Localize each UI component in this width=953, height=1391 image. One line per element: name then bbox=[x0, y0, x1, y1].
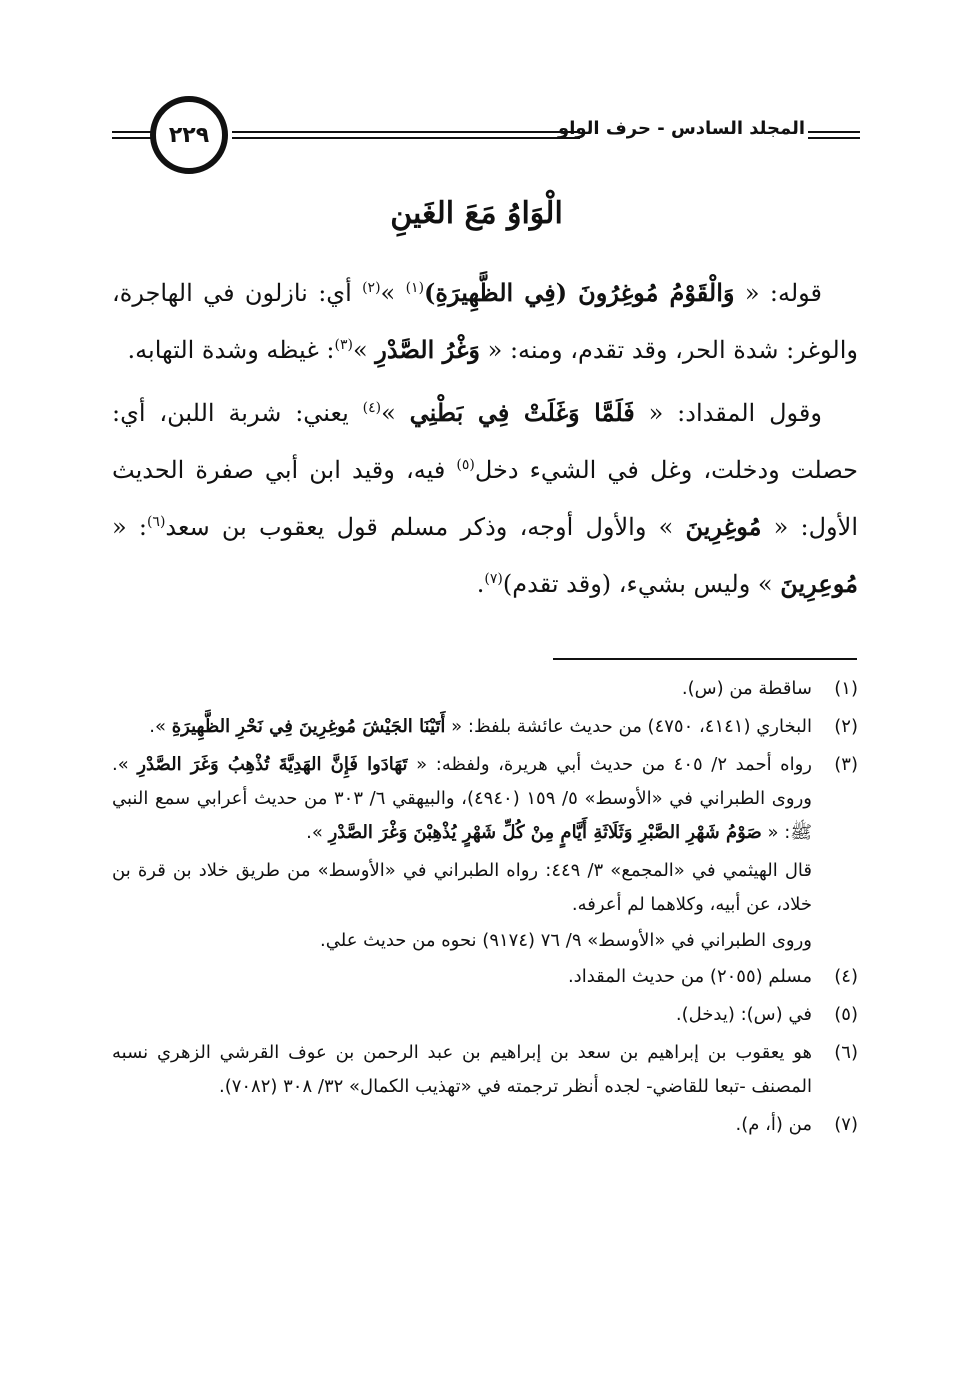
header-rule-middle bbox=[232, 131, 580, 133]
text-run: مسلم (٢٠٥٥) من حديث المقداد. bbox=[567, 966, 812, 987]
text-run: . bbox=[476, 570, 485, 598]
header-rule-right bbox=[808, 137, 860, 139]
text-run: أي: نازلون في الهاجرة، والوغر: شدة الحر، وقد تقدم، ومنه: « bbox=[112, 279, 858, 364]
text-run: » والأول أوجه، وذكر مسلم قول يعقوب بن سعد bbox=[165, 513, 686, 541]
text-run: فيه، وقيد ابن أبي صفرة الحديث الأول: « bbox=[112, 456, 858, 541]
footnote-number: (٥) bbox=[834, 1004, 858, 1025]
footnote-text bbox=[112, 960, 812, 994]
text-run: قوله: « bbox=[734, 279, 822, 307]
footnote-number: (٧) bbox=[834, 1114, 858, 1135]
footnote bbox=[112, 1108, 858, 1142]
paragraph bbox=[112, 262, 858, 376]
text-run: : « bbox=[112, 513, 147, 541]
footnote-ref: (١) bbox=[405, 280, 425, 296]
header-rule-middle bbox=[232, 137, 580, 139]
page-number: ٢٢٩ bbox=[150, 96, 228, 174]
footnote-text bbox=[112, 1108, 812, 1142]
text-run: وقول المقداد: « bbox=[634, 399, 822, 427]
footnote-number: (٣) bbox=[834, 754, 858, 775]
quoted-term: صَوْمُ شَهْرِ الصَّبْرِ وَثَلَاثَةِ أَيَّامٍ مِنْ كُلِّ شَهْرٍ يُذْهِبْنَ وَغْرَ الصَّدْرِ bbox=[328, 822, 762, 843]
footnote-continuation bbox=[112, 854, 858, 922]
footnote-ref: (٣) bbox=[334, 337, 353, 353]
text-run: وروى الطبراني في «الأوسط» ٩/ ٧٦ (٩١٧٤) نحوه من حديث علي. bbox=[320, 930, 812, 951]
text-run: ». bbox=[306, 822, 329, 843]
footnote bbox=[112, 998, 858, 1032]
footnote bbox=[112, 1036, 858, 1104]
text-run: قال الهيثمي في «المجمع» ٣/ ٤٤٩: رواه الطبراني في «الأوسط» من طريق خلاد بن قرة بن خلاد، عن أبيه، وكلاهما لم أعرفه. bbox=[112, 860, 812, 915]
footnote bbox=[112, 672, 858, 706]
text-run: من (أ، م). bbox=[735, 1114, 812, 1135]
footnote bbox=[112, 710, 858, 744]
footnote-text bbox=[112, 710, 812, 744]
text-run: : غيظه وشدة التهابه. bbox=[127, 336, 335, 364]
footnote-number: (٢) bbox=[834, 716, 858, 737]
footnote-text bbox=[112, 748, 812, 850]
footnote-ref: (٥) bbox=[456, 457, 475, 473]
body-text bbox=[112, 262, 858, 616]
text-run: رواه أحمد ٢/ ٤٠٥ من حديث أبي هريرة، ولفظه: « bbox=[407, 754, 812, 775]
quoted-term: وَغْرُ الصَّدْرِ bbox=[375, 335, 480, 364]
quoted-term: تَهَادَوا فَإِنَّ الهَدِيَّةَ تُذْهِبُ وَغَرَ الصَّدْرِ bbox=[137, 754, 408, 775]
quoted-term: فَلَمَّا وَغَلَتْ فِي بَطْنِي bbox=[409, 398, 635, 427]
footnote bbox=[112, 960, 858, 994]
text-run: » bbox=[352, 336, 376, 364]
quoted-term: مُوعِرِينَ bbox=[780, 569, 858, 598]
text-run: ». وروى الطبراني في «الأوسط» ٥/ ١٥٩ (٤٩٤٠)، والبيهقي ٦/ ٣٠٣ من حديث أعرابي سمع النبي ﷺ: « bbox=[112, 754, 812, 843]
text-run: ساقطة من (س). bbox=[681, 678, 812, 699]
paragraph bbox=[112, 382, 858, 610]
footnote bbox=[112, 748, 858, 850]
text-run: هو يعقوب بن إبراهيم بن سعد بن إبراهيم بن عبد الرحمن بن عوف القرشي الزهري نسبه المصنف -تبعا للقاضي- لجده أنظر ترجمته في «تهذيب الكمال» ٣٢/ ٣٠٨ (٧٠٨٢). bbox=[112, 1042, 812, 1097]
footnote-ref: (٢) bbox=[362, 280, 381, 296]
text-run: البخاري (٤١٤١، ٤٧٥٠) من حديث عائشة بلفظ: « bbox=[445, 716, 812, 737]
footnote-number: (٤) bbox=[834, 966, 858, 987]
footnote-text bbox=[112, 1036, 812, 1104]
quoted-term: أَتَيْنَا الجَيْشَ مُوغِرِينَ فِي نَحْرِ الظَّهِيرَةِ bbox=[171, 716, 446, 737]
running-head: المجلد السادس - حرف الواو bbox=[558, 118, 805, 139]
text-run: » وليس بشيء، (وقد تقدم) bbox=[502, 570, 781, 598]
footnote-ref: (٤) bbox=[362, 400, 382, 416]
footnote-continuation bbox=[112, 924, 858, 958]
quoted-term: وَالْقَوْمُ مُوغِرُونَ (فِي الظَّهِيرَةِ) bbox=[424, 278, 735, 307]
footnote-ref: (٦) bbox=[146, 514, 166, 530]
footnote-ref: (٧) bbox=[484, 571, 503, 587]
footnote-text bbox=[112, 998, 812, 1032]
text-run: » bbox=[380, 279, 406, 307]
text-run: ». bbox=[149, 716, 172, 737]
text-run: يعني: شربة اللبن، أي: حصلت ودخلت، وغل في الشيء دخل bbox=[112, 399, 859, 484]
footnotes bbox=[112, 672, 858, 1146]
footnote-separator bbox=[553, 658, 857, 660]
footnote-number: (١) bbox=[834, 678, 858, 699]
section-title: الْوَاوُ مَعَ الغَينِ bbox=[390, 196, 563, 231]
footnote-number: (٦) bbox=[834, 1042, 858, 1063]
header-rule-right bbox=[808, 131, 860, 133]
text-run: في (س): (يدخل). bbox=[675, 1004, 812, 1025]
footnote-text bbox=[112, 672, 812, 706]
text-run: » bbox=[381, 399, 410, 427]
quoted-term: مُوغِرِينَ bbox=[685, 512, 762, 541]
